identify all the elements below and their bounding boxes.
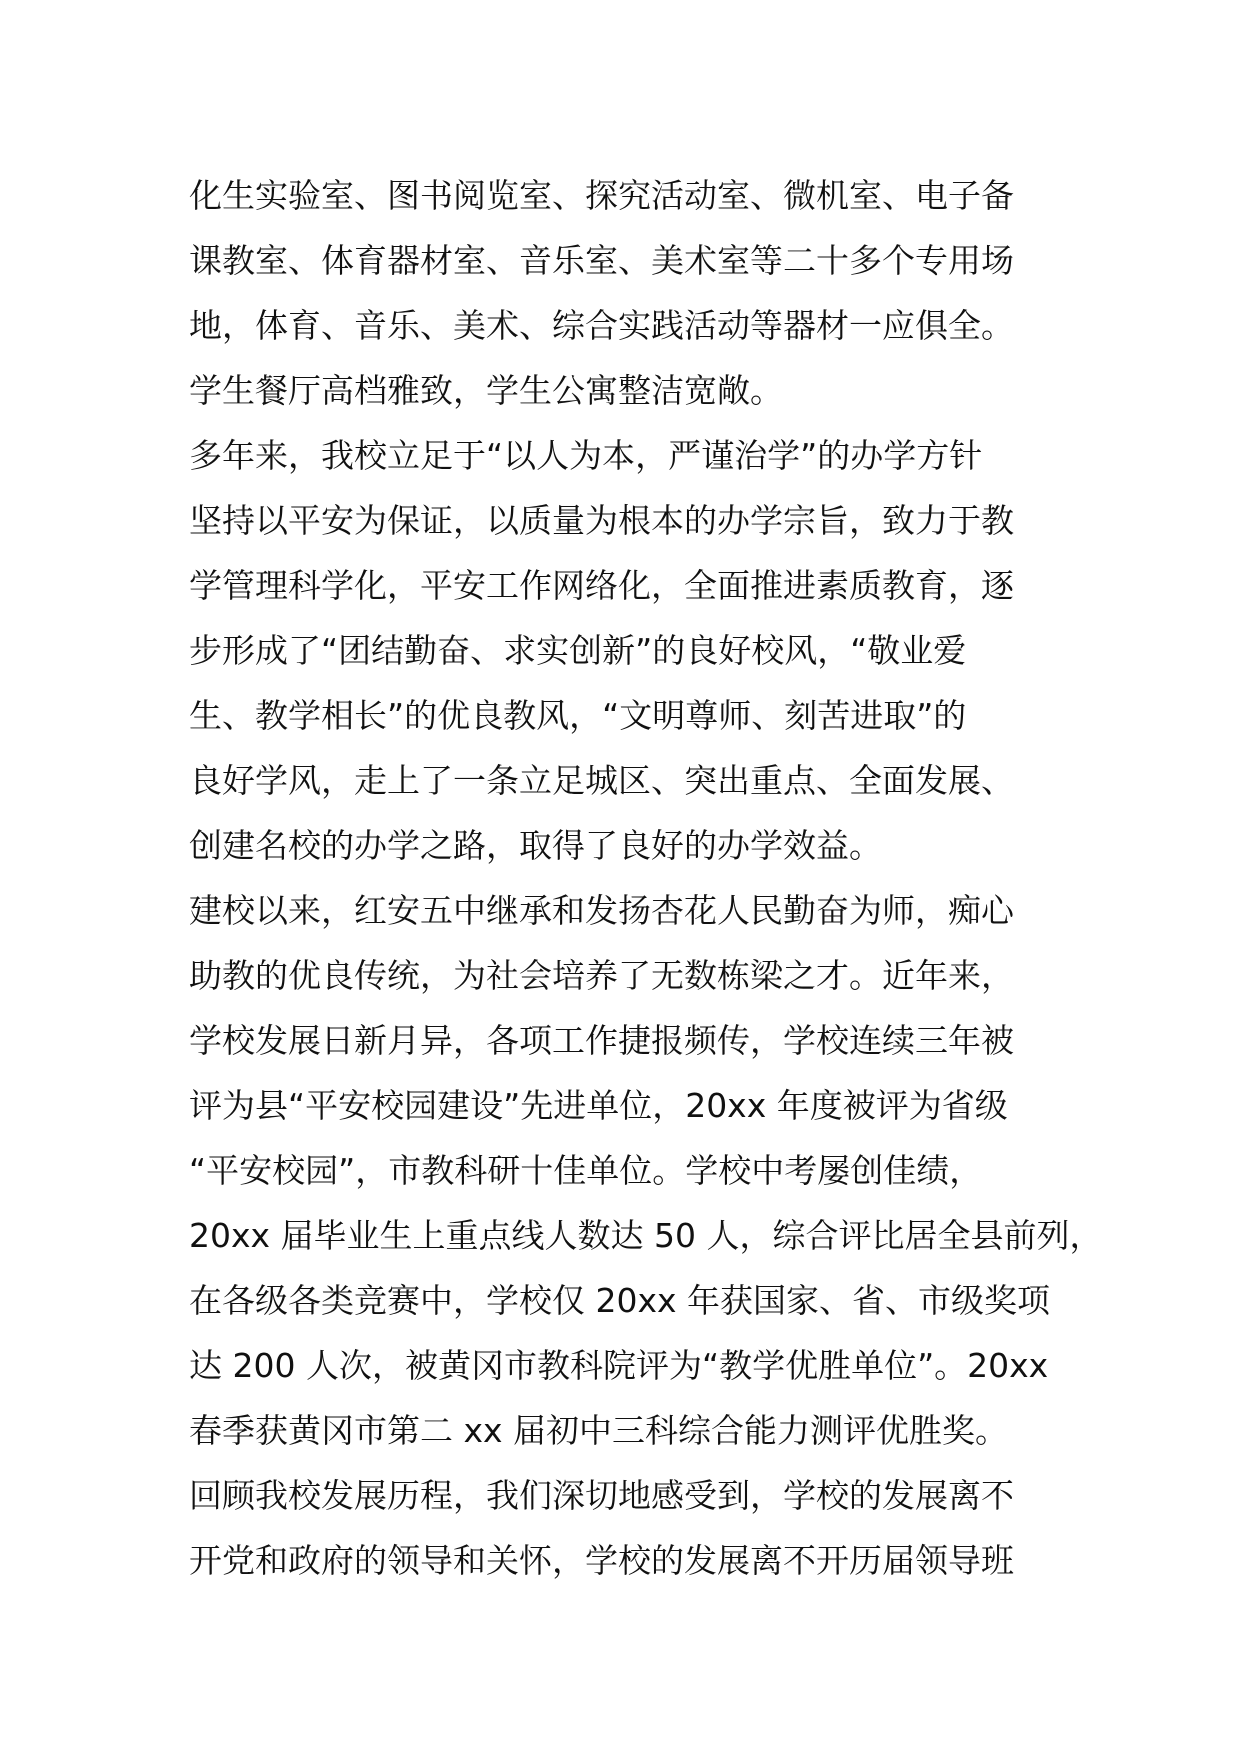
text-line: 评为县“平安校园建设”先进单位，20xx 年度被评为省级: [189, 1086, 1008, 1125]
text-line: 多年来，我校立足于“以人为本，严谨治学”的办学方针: [189, 436, 983, 475]
text-line: 在各级各类竞赛中，学校仅 20xx 年获国家、省、市级奖项: [189, 1281, 1051, 1320]
text-line: 课教室、体育器材室、音乐室、美术室等二十多个专用场: [189, 241, 1014, 280]
text-line: 春季获黄冈市第二 xx 届初中三科综合能力测评优胜奖。: [189, 1411, 1009, 1450]
text-line: 地，体育、音乐、美术、综合实践活动等器材一应俱全。: [189, 306, 1014, 345]
text-line: 学校发展日新月异，各项工作捷报频传，学校连续三年被: [189, 1021, 1014, 1060]
text-line: 坚持以平安为保证，以质量为根本的办学宗旨，致力于教: [189, 501, 1014, 540]
text-line: 学管理科学化，平安工作网络化，全面推进素质教育，逐: [189, 566, 1014, 605]
text-line: 回顾我校发展历程，我们深切地感受到，学校的发展离不: [189, 1476, 1014, 1515]
text-line: 学生餐厅高档雅致，学生公寓整洁宽敞。: [189, 371, 783, 410]
text-line: 步形成了“团结勤奋、求实创新”的良好校风，“敬业爱: [189, 631, 967, 670]
text-line: 达 200 人次，被黄冈市教科院评为“教学优胜单位”。20xx: [189, 1346, 1049, 1385]
text-line: 化生实验室、图书阅览室、探究活动室、微机室、电子备: [189, 176, 1014, 215]
text-line: 良好学风，走上了一条立足城区、突出重点、全面发展、: [189, 761, 1014, 800]
text-line: 生、教学相长”的优良教风，“文明尊师、刻苦进取”的: [189, 696, 967, 735]
text-line: “平安校园”，市教科研十佳单位。学校中考屡创佳绩，: [189, 1151, 983, 1190]
text-line: 开党和政府的领导和关怀，学校的发展离不开历届领导班: [189, 1541, 1014, 1580]
text-line: 助教的优良传统，为社会培养了无数栋梁之才。近年来，: [189, 956, 1014, 995]
text-line: 建校以来，红安五中继承和发扬杏花人民勤奋为师，痴心: [189, 891, 1014, 930]
text-line: 20xx 届毕业生上重点线人数达 50 人，综合评比居全县前列，: [189, 1216, 1103, 1255]
text-line: 创建名校的办学之路，取得了良好的办学效益。: [189, 826, 882, 865]
body-text: [189, 163, 1103, 1593]
